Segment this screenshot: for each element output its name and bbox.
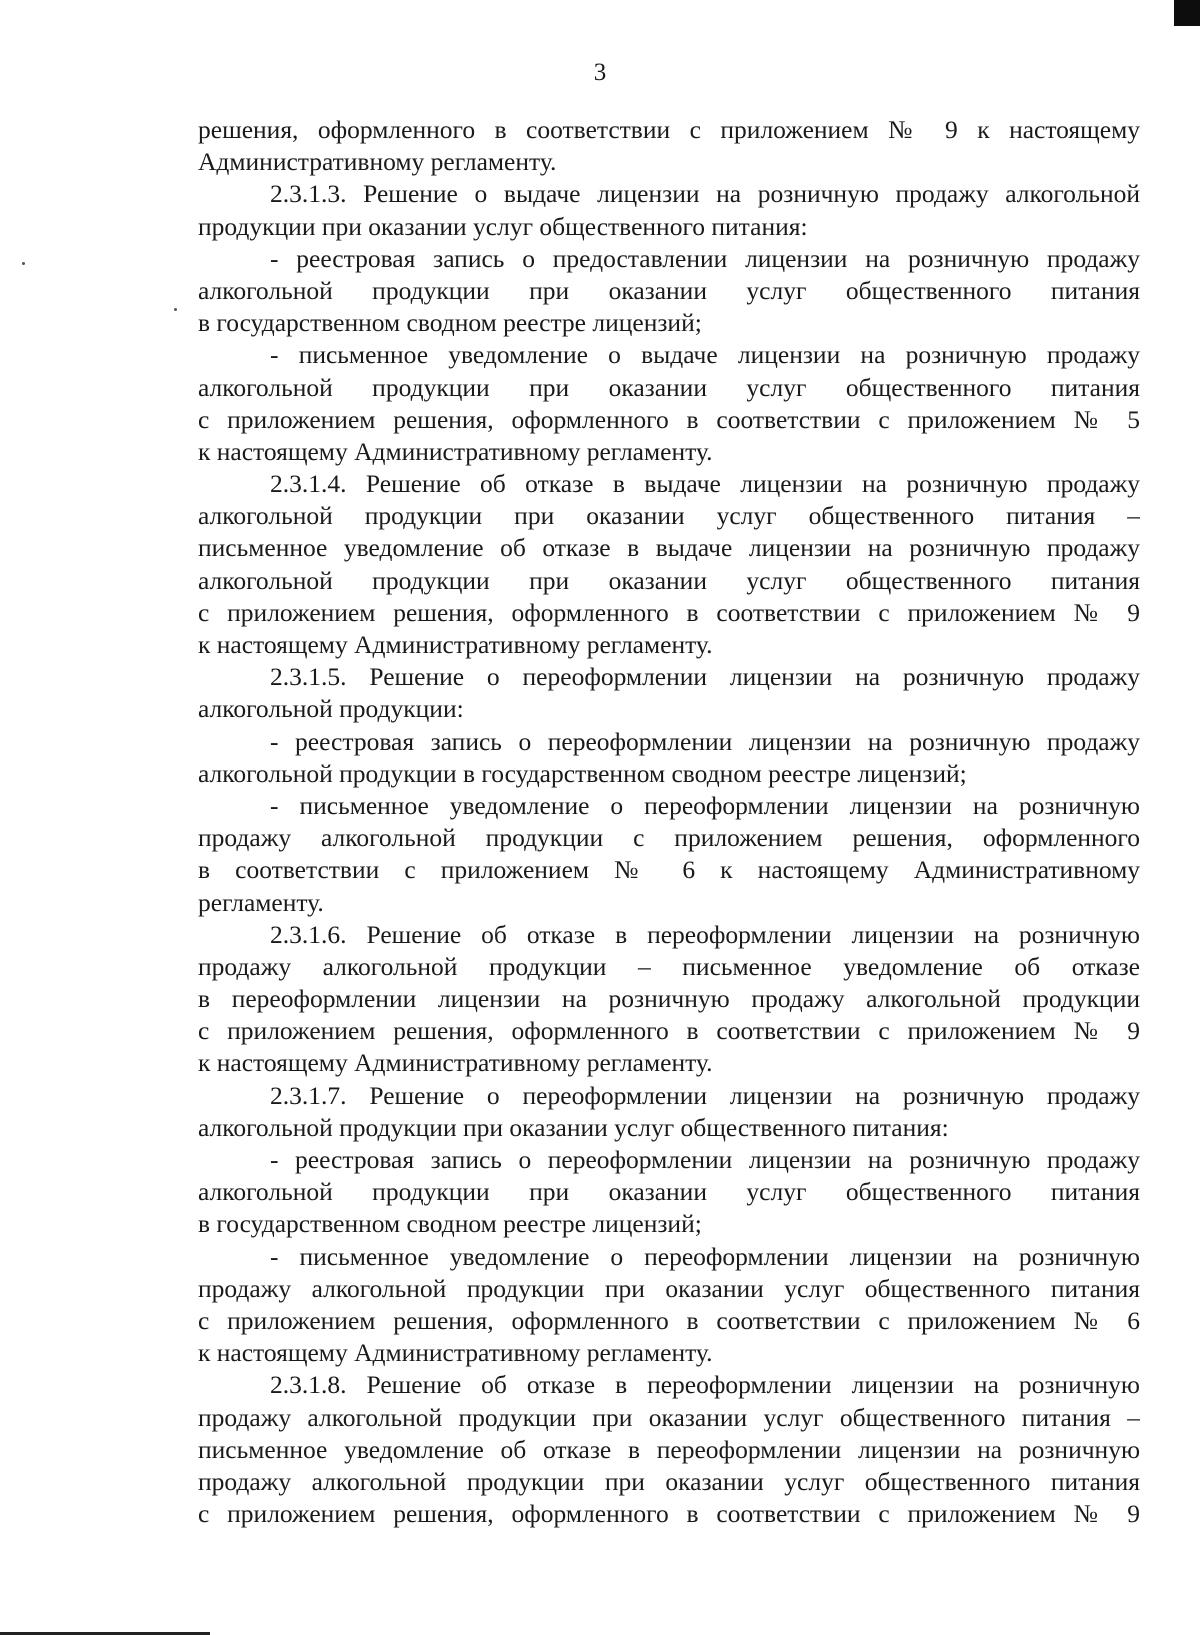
- text-line: письменное уведомление об отказе в выдаче лицензии на розничную продажу: [198, 533, 1140, 563]
- text-line: - реестровая запись о предоставлении лицензии на розничную продажу: [270, 243, 1140, 273]
- text-line: алкогольной продукции при оказании услуг общественного питания: [198, 372, 1140, 402]
- text-line: к настоящему Административному регламенту.: [198, 1338, 713, 1368]
- text-line: 2.3.1.7. Решение о переоформлении лицензии на розничную продажу: [270, 1080, 1140, 1110]
- text-line: 2.3.1.4. Решение об отказе в выдаче лицензии на розничную продажу: [270, 469, 1140, 499]
- text-line: - письменное уведомление о переоформлении лицензии на розничную: [270, 790, 1140, 820]
- text-line: алкогольной продукции в государственном сводном реестре лицензий;: [198, 758, 967, 788]
- scan-speck: [22, 262, 25, 265]
- text-line: продажу алкогольной продукции при оказании услуг общественного питания –: [198, 1402, 1140, 1432]
- text-line: с приложением решения, оформленного в соответствии с приложением № 6: [198, 1305, 1140, 1335]
- document-body: [198, 114, 1140, 1530]
- text-line: с приложением решения, оформленного в соответствии с приложением № 9: [198, 1016, 1140, 1046]
- text-line: с приложением решения, оформленного в соответствии с приложением № 5: [198, 404, 1140, 434]
- text-line: - письменное уведомление о переоформлении лицензии на розничную: [270, 1241, 1140, 1271]
- text-line: продажу алкогольной продукции – письменное уведомление об отказе: [198, 951, 1140, 981]
- text-line: - реестровая запись о переоформлении лицензии на розничную продажу: [270, 726, 1140, 756]
- text-line: алкогольной продукции:: [198, 694, 464, 724]
- text-line: в переоформлении лицензии на розничную продажу алкогольной продукции: [198, 984, 1140, 1014]
- text-line: - письменное уведомление о выдаче лицензии на розничную продажу: [270, 340, 1140, 370]
- text-line: регламенту.: [198, 887, 324, 917]
- text-line: к настоящему Административному регламенту.: [198, 1048, 713, 1078]
- text-line: к настоящему Административному регламенту.: [198, 436, 713, 466]
- scan-speck: [174, 308, 177, 311]
- scan-corner-mark: [1174, 0, 1200, 26]
- text-line: алкогольной продукции при оказании услуг общественного питания:: [198, 1112, 949, 1142]
- text-line: в соответствии с приложением № 6 к настоящему Административному: [198, 855, 1140, 885]
- text-line: 2.3.1.5. Решение о переоформлении лицензии на розничную продажу: [270, 662, 1140, 692]
- text-line: к настоящему Административному регламенту.: [198, 630, 713, 659]
- text-line: алкогольной продукции при оказании услуг общественного питания –: [198, 501, 1140, 531]
- text-line: решения, оформленного в соответствии с приложением № 9 к настоящему: [198, 115, 1140, 144]
- text-line: с приложением решения, оформленного в соответствии с приложением № 9: [198, 597, 1140, 627]
- text-line: 2.3.1.8. Решение об отказе в переоформлении лицензии на розничную: [270, 1370, 1140, 1400]
- text-line: алкогольной продукции при оказании услуг общественного питания: [198, 565, 1140, 595]
- text-line: Административному регламенту.: [198, 147, 557, 177]
- text-line: продажу алкогольной продукции при оказании услуг общественного питания: [198, 1273, 1140, 1303]
- text-line: продажу алкогольной продукции с приложением решения, оформленного: [198, 823, 1140, 853]
- text-line: с приложением решения, оформленного в соответствии с приложением № 9: [198, 1499, 1140, 1529]
- text-line: алкогольной продукции при оказании услуг общественного питания: [198, 1177, 1140, 1207]
- text-line: письменное уведомление об отказе в переоформлении лицензии на розничную: [198, 1434, 1140, 1464]
- text-line: продажу алкогольной продукции при оказании услуг общественного питания: [198, 1466, 1140, 1496]
- page-number: 3: [593, 59, 607, 86]
- text-line: в государственном сводном реестре лицензий;: [198, 308, 702, 338]
- text-line: - реестровая запись о переоформлении лицензии на розничную продажу: [270, 1145, 1140, 1174]
- text-line: 2.3.1.6. Решение об отказе в переоформлении лицензии на розничную: [270, 919, 1140, 949]
- text-line: 2.3.1.3. Решение о выдаче лицензии на розничную продажу алкогольной: [270, 179, 1140, 209]
- text-line: алкогольной продукции при оказании услуг общественного питания: [198, 275, 1140, 305]
- text-line: продукции при оказании услуг общественного питания:: [198, 211, 808, 241]
- text-line: в государственном сводном реестре лицензий;: [198, 1209, 702, 1239]
